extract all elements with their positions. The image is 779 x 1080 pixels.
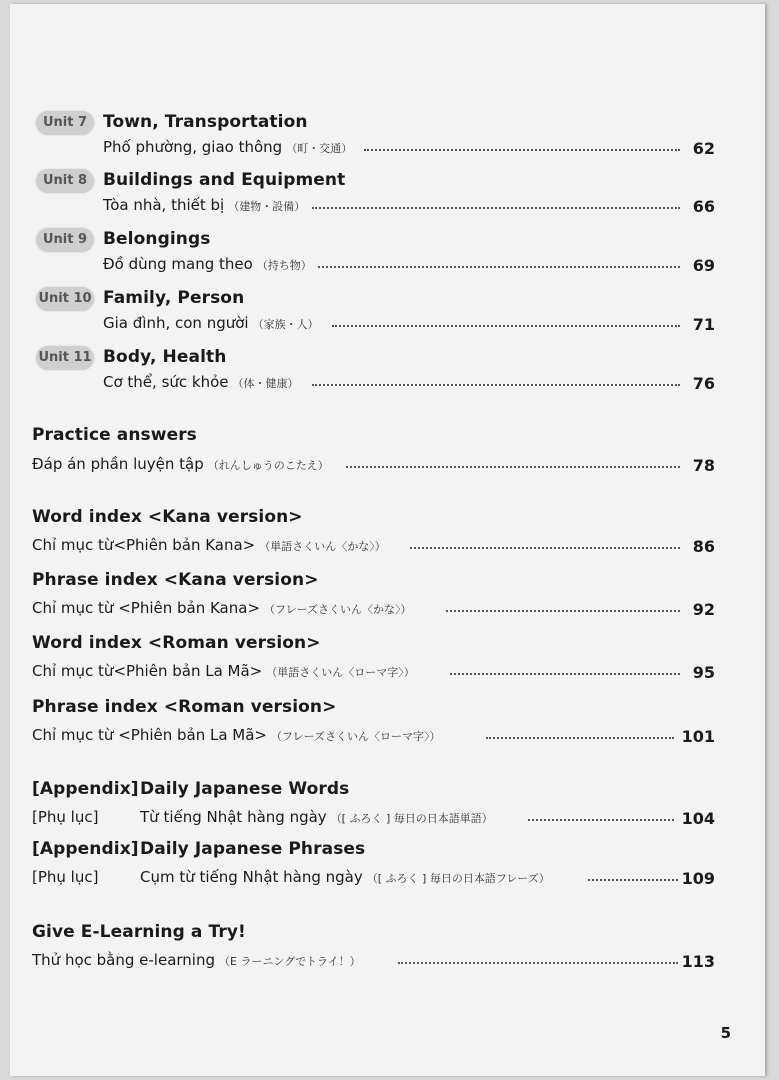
document-page	[10, 4, 765, 1076]
section-subtitle: Chỉ mục từ <Phiên bản Kana>	[32, 599, 261, 617]
section-subtitle-jp: （単語さくいん〈かな〉）	[259, 540, 386, 553]
section-title: Give E-Learning a Try!	[32, 922, 246, 942]
dot-leader	[446, 610, 680, 612]
appendix-subtitle-jp: （[ ふろく ] 毎日の日本語フレーズ）	[366, 872, 550, 885]
section-subtitle-line	[32, 536, 386, 556]
section-subtitle: Chỉ mục từ<Phiên bản Kana>	[32, 536, 256, 554]
section-subtitle-jp: （E ラーニングでトライ！）	[219, 955, 361, 968]
section-title: Practice answers	[32, 425, 197, 445]
page-number: 5	[720, 1024, 731, 1042]
dot-leader	[410, 547, 680, 549]
appendix-tag: [Appendix]	[32, 779, 139, 799]
unit-subtitle-line	[103, 314, 319, 334]
page-ref: 92	[692, 600, 715, 619]
unit-title: Family, Person	[103, 288, 245, 308]
section-subtitle: Chỉ mục từ <Phiên bản La Mã>	[32, 726, 268, 744]
section-subtitle: Chỉ mục từ<Phiên bản La Mã>	[32, 662, 263, 680]
dot-leader	[588, 879, 678, 881]
dot-leader	[346, 466, 680, 468]
appendix-subtitle-line	[140, 868, 550, 888]
unit-subtitle: Phố phường, giao thông	[103, 138, 283, 156]
dot-leader	[528, 819, 674, 821]
page-ref: 78	[692, 456, 715, 475]
appendix-tag-vi: [Phụ lục]	[32, 808, 99, 826]
unit-subtitle-jp: （体・健康）	[232, 377, 299, 390]
unit-subtitle: Tòa nhà, thiết bị	[103, 196, 225, 214]
page-ref: 71	[692, 315, 715, 334]
unit-subtitle: Cơ thể, sức khỏe	[103, 373, 229, 391]
page-ref: 62	[692, 139, 715, 158]
section-title: Phrase index <Kana version>	[32, 570, 319, 590]
section-subtitle: Thử học bằng e-learning	[32, 951, 215, 969]
page-ref: 101	[681, 727, 715, 746]
section-subtitle-jp: （単語さくいん〈ローマ字〉）	[266, 666, 415, 679]
appendix-tag-vi: [Phụ lục]	[32, 868, 99, 886]
section-title: Phrase index <Roman version>	[32, 697, 337, 717]
unit-subtitle-line	[103, 255, 312, 275]
appendix-subtitle-line	[140, 808, 493, 828]
section-subtitle-line	[32, 662, 415, 682]
section-subtitle-line	[32, 599, 412, 619]
unit-badge: Unit 11	[36, 346, 94, 370]
section-subtitle-jp: （れんしゅうのこたえ）	[207, 459, 329, 472]
appendix-subtitle-jp: （[ ふろく ] 毎日の日本語単語）	[330, 812, 493, 825]
unit-subtitle-line	[103, 138, 352, 158]
unit-subtitle-jp: （家族・人）	[252, 318, 319, 331]
section-title: Word index <Roman version>	[32, 633, 321, 653]
section-subtitle-line	[32, 455, 329, 475]
section-subtitle-jp: （フレーズさくいん〈かな〉）	[264, 603, 412, 616]
appendix-title: Daily Japanese Words	[140, 779, 350, 799]
page-ref: 95	[692, 663, 715, 682]
page-ref: 86	[692, 537, 715, 556]
unit-subtitle-line	[103, 373, 299, 393]
section-subtitle-line	[32, 726, 441, 746]
page-ref: 69	[692, 256, 715, 275]
page-ref: 104	[681, 809, 715, 828]
dot-leader	[398, 962, 678, 964]
dot-leader	[364, 149, 680, 151]
dot-leader	[312, 384, 680, 386]
appendix-tag: [Appendix]	[32, 839, 139, 859]
dot-leader	[486, 737, 674, 739]
dot-leader	[312, 207, 680, 209]
unit-badge: Unit 7	[36, 111, 94, 135]
unit-badge: Unit 9	[36, 228, 94, 252]
unit-subtitle: Gia đình, con người	[103, 314, 249, 332]
page-ref: 109	[681, 869, 715, 888]
page-ref: 76	[692, 374, 715, 393]
unit-subtitle-jp: （町・交通）	[286, 142, 353, 155]
unit-subtitle-line	[103, 196, 305, 216]
unit-badge: Unit 8	[36, 169, 94, 193]
unit-title: Body, Health	[103, 347, 227, 367]
unit-subtitle: Đồ dùng mang theo	[103, 255, 253, 273]
appendix-title: Daily Japanese Phrases	[140, 839, 366, 859]
unit-subtitle-jp: （持ち物）	[256, 259, 312, 272]
section-subtitle-line	[32, 951, 361, 971]
section-subtitle-jp: （フレーズさくいん〈ローマ字〉）	[271, 730, 441, 743]
appendix-subtitle: Cụm từ tiếng Nhật hàng ngày	[140, 868, 363, 886]
dot-leader	[332, 325, 680, 327]
dot-leader	[318, 266, 680, 268]
unit-title: Town, Transportation	[103, 112, 308, 132]
section-title: Word index <Kana version>	[32, 507, 303, 527]
page-ref: 66	[692, 197, 715, 216]
unit-badge: Unit 10	[36, 287, 94, 311]
section-subtitle: Đáp án phần luyện tập	[32, 455, 204, 473]
unit-title: Belongings	[103, 229, 211, 249]
unit-subtitle-jp: （建物・設備）	[228, 200, 306, 213]
page-ref: 113	[681, 952, 715, 971]
unit-title: Buildings and Equipment	[103, 170, 346, 190]
dot-leader	[450, 673, 680, 675]
appendix-subtitle: Từ tiếng Nhật hàng ngày	[140, 808, 327, 826]
